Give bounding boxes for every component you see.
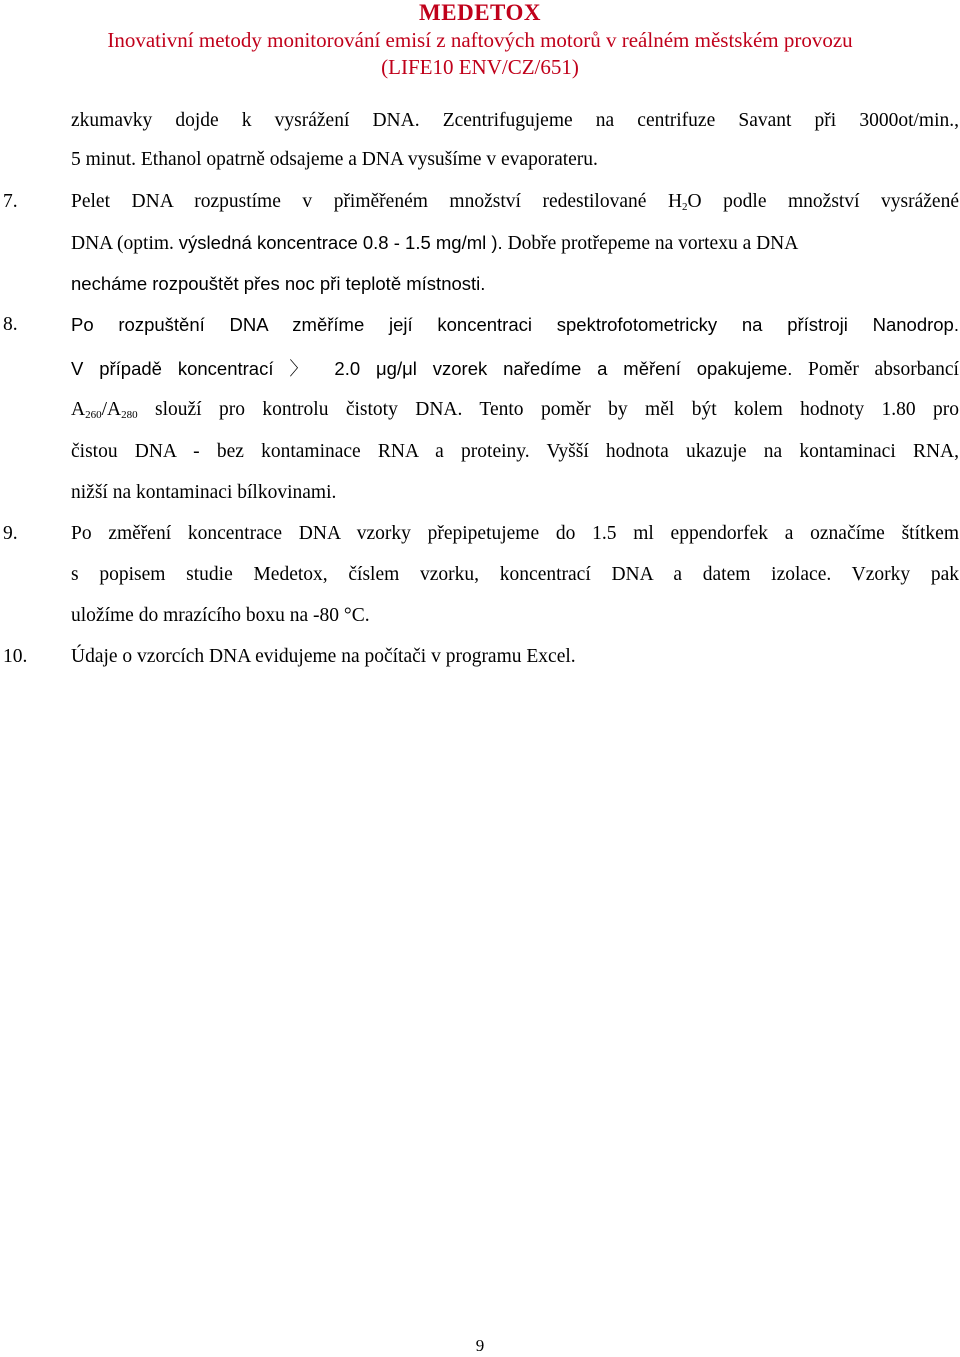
project-title: MEDETOX [419, 0, 541, 25]
step-text: Poměr absorbancí [792, 359, 959, 380]
step-text-line: čistou DNA - bez kontaminace RNA a proteiny. Vyšší hodnota ukazuje na kontaminaci RNA, [71, 441, 959, 462]
step-text: A [71, 399, 86, 420]
step-text-line [71, 357, 959, 382]
step-text-line: Po změření koncentrace DNA vzorky přepipetujeme do 1.5 ml eppendorfek a označíme štítkem [71, 523, 959, 544]
step-text: slouží pro kontrolu čistoty DNA. Tento poměr by měl být kolem hodnoty 1.80 pro [137, 399, 959, 420]
step-text-line [71, 231, 959, 256]
step-text-line: Po rozpuštění DNA změříme její koncentraci spektrofotometricky na přístroji Nanodrop. [71, 314, 959, 335]
step-text-line: Údaje o vzorcích DNA evidujeme na počítači v programu Excel. [71, 646, 576, 667]
continuation-line: 5 minut. Ethanol opatrně odsajeme a DNA vysušíme v evaporateru. [71, 149, 598, 170]
step-text-line [71, 398, 959, 422]
step-text: V případě koncentrací [71, 358, 290, 379]
subscript: 260 [85, 409, 102, 421]
continuation-line: zkumavky dojde k vysrážení DNA. Zcentrifugujeme na centrifuze Savant při 3000ot/min., [71, 110, 959, 131]
step-number: 10. [3, 646, 28, 667]
subscript: 2 [682, 201, 688, 213]
step-text: DNA (optim. [71, 233, 179, 254]
step-text: 2.0 μg/μl vzorek naředíme a měření opakujeme. [318, 358, 793, 379]
step-number: 7. [3, 191, 18, 212]
step-text: O podle množství vysrážené [687, 191, 959, 212]
step-text-line: uložíme do mrazícího boxu na -80 °C. [71, 605, 370, 626]
project-code: (LIFE10 ENV/CZ/651) [381, 55, 579, 79]
step-text-line [71, 190, 959, 214]
step-number: 8. [3, 314, 18, 335]
step-text: /A [101, 399, 122, 420]
step-text: Pelet DNA rozpustíme v přiměřeném množství redestilované H [71, 191, 683, 212]
step-text: výsledná koncentrace 0.8 - 1.5 mg/ml ). [178, 232, 503, 253]
greater-than-symbol: 〉 [289, 358, 319, 379]
subscript: 280 [121, 409, 138, 421]
step-text-line: nižší na kontaminaci bílkovinami. [71, 482, 337, 503]
project-subtitle: Inovativní metody monitorování emisí z naftových motorů v reálném městském provozu [107, 28, 853, 52]
step-number: 9. [3, 523, 18, 544]
step-text-line: necháme rozpouštět přes noc při teplotě místnosti. [71, 273, 486, 294]
page-number: 9 [475, 1336, 485, 1355]
step-text: Dobře protřepeme na vortexu a DNA [502, 233, 799, 254]
step-text-line: s popisem studie Medetox, číslem vzorku, koncentrací DNA a datem izolace. Vzorky pak [71, 564, 959, 585]
